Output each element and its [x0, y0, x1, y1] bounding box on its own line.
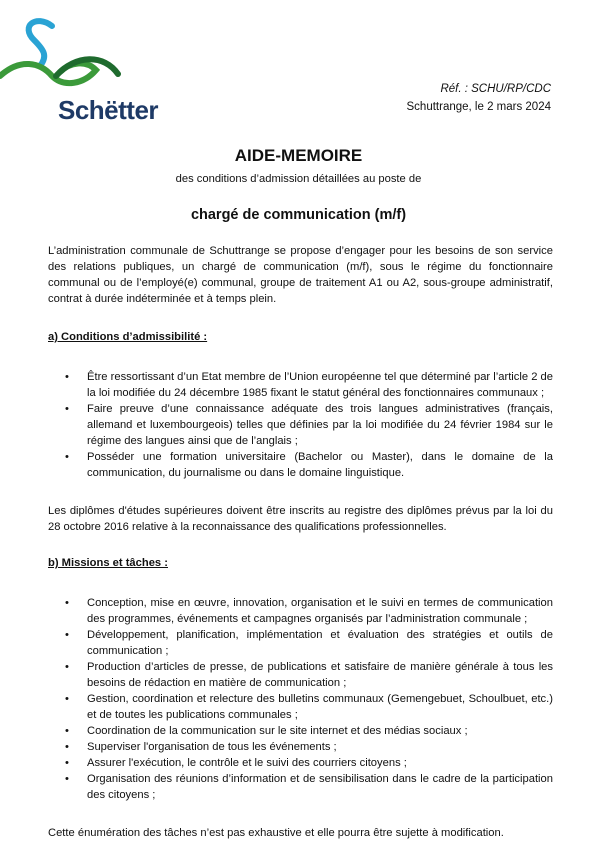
list-item: • Gestion, coordination et relecture des bulletins communaux (Gemengebuet, Schoulbuet, etc.) et de toutes les publications communales ;: [87, 691, 553, 723]
list-item: • Être ressortissant d’un Etat membre de l’Union européenne tel que déterminé par l’article 2 de la loi modifiée du 24 décembre 1985 fixant le statut général des fonctionnaires communaux ;: [87, 369, 553, 401]
list-item: • Assurer l'exécution, le contrôle et le suivi des courriers citoyens ;: [87, 755, 553, 771]
document-title: AIDE-MEMOIRE: [234, 146, 363, 165]
section-b-list: [48, 595, 553, 803]
list-item: • Faire preuve d’une connaissance adéquate des trois langues administratives (français, allemand et luxembourgeois) telles que définies par la loi modifiée du 24 février 1984 sur le régime des langues ainsi que de l’anglais ;: [87, 401, 553, 449]
intro-paragraph: L’administration communale de Schuttrange se propose d’engager pour les besoins de son service des relations publiques, un chargé de communication (m/f), sous le régime du fonctionnaire communal ou de l’employé(e) communal, groupe de traitement A1 ou A2, sous-groupe administratif, contrat à durée indéterminée et à temps plein.: [48, 245, 553, 305]
logo-green-wave: [0, 63, 96, 83]
section-b-title: b) Missions et tâches :: [48, 557, 168, 569]
closing-paragraph: Cette énumération des tâches n’est pas exhaustive et elle pourra être sujette à modification.: [48, 827, 504, 839]
list-item: • Conception, mise en œuvre, innovation, organisation et le suivi en termes de communication des programmes, événements et campagnes organisés par l’administration communale ;: [87, 595, 553, 627]
reference: Réf. : SCHU/RP/CDC: [440, 83, 551, 95]
schetter-logo: [0, 12, 200, 125]
list-item: • Posséder une formation universitaire (Bachelor ou Master), dans le domaine de la communication, du journalisme ou dans le domaine linguistique.: [87, 449, 553, 481]
list-item: • Coordination de la communication sur le site internet et des médias sociaux ;: [87, 723, 553, 739]
list-item: • Développement, planification, implémentation et évaluation des stratégies et outils de communication ;: [87, 627, 553, 659]
logo-text: Schëtter: [58, 95, 159, 125]
list-item: • Production d’articles de presse, de publications et satisfaire de manière générale à tous les besoins de rédaction en matière de communication ;: [87, 659, 553, 691]
document-body: [48, 243, 553, 841]
place-date: Schuttrange, le 2 mars 2024: [406, 101, 551, 113]
section-a-list: [48, 369, 553, 481]
document-subtitle: des conditions d’admission détaillées au poste de: [175, 173, 422, 185]
diploma-note: Les diplômes d'études supérieures doivent être inscrits au registre des diplômes prévus par la loi du 28 octobre 2016 relative à la reconnaissance des qualifications professionnelles.: [48, 505, 553, 533]
list-item: • Organisation des réunions d’information et de sensibilisation dans le cadre de la participation des citoyens ;: [87, 771, 553, 803]
post-title: chargé de communication (m/f): [190, 207, 407, 223]
logo-dark-green-wave: [56, 59, 118, 76]
document-header: [407, 80, 551, 116]
list-item: • Superviser l'organisation de tous les événements ;: [87, 739, 553, 755]
section-a-title: a) Conditions d’admissibilité :: [48, 331, 208, 343]
logo-cyan-arc: [29, 21, 52, 66]
